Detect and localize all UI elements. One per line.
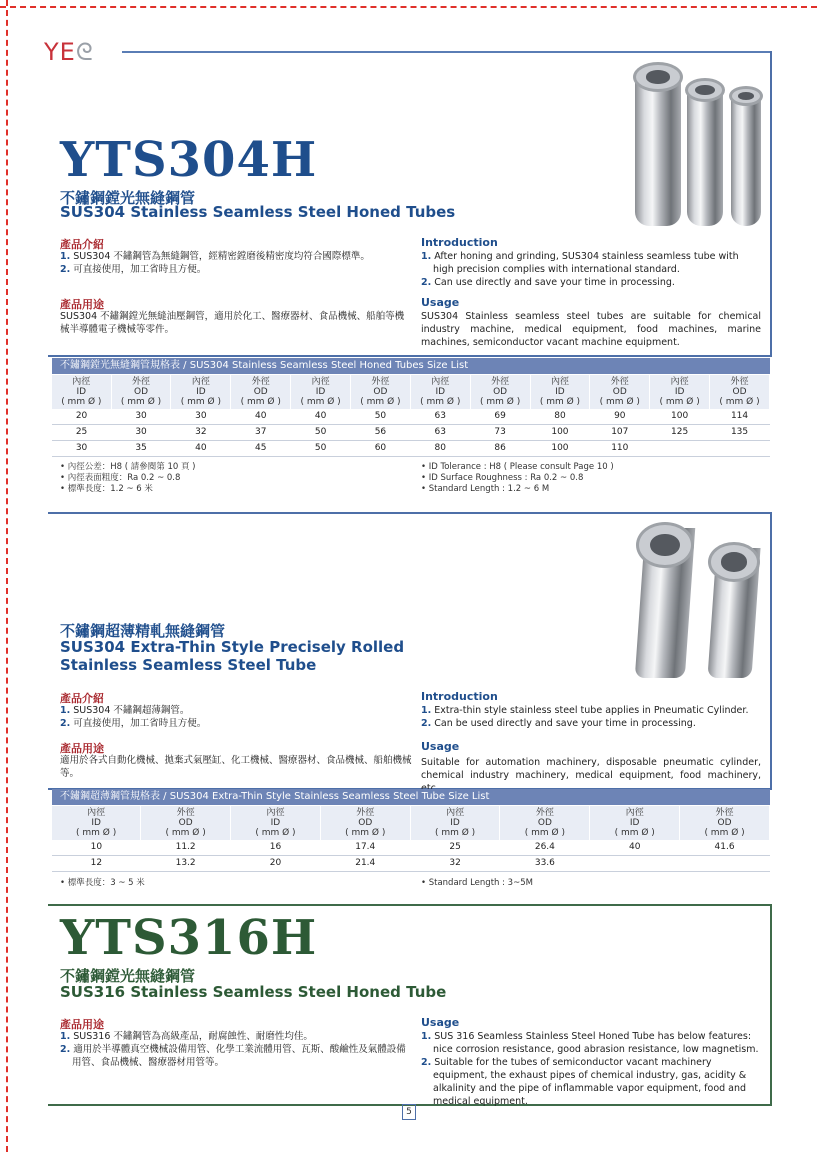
col-header-od: 外徑 OD ( mm Ø )	[590, 375, 650, 409]
p1-table-title: 不鏽鋼鏜光無縫鋼管規格表 / SUS304 Stainless Seamless Steel Honed Tubes Size List	[52, 358, 770, 374]
table-row	[52, 441, 770, 457]
table-cell: 30	[171, 409, 231, 425]
table-cell: 41.6	[680, 840, 770, 856]
col-header-id: 內徑 ID ( mm Ø )	[410, 806, 500, 840]
table-cell: 37	[231, 425, 291, 441]
p2-intro-zh: 1. SUS304 不鏽鋼超薄鋼管。 2. 可直接使用，加工省時且方便。	[60, 705, 207, 729]
p1-usage-zh-heading: 產品用途	[60, 298, 104, 311]
col-header-id: 內徑 ID ( mm Ø )	[410, 375, 470, 409]
p1-size-table	[52, 375, 770, 457]
col-header-od: 外徑 OD ( mm Ø )	[231, 375, 291, 409]
table-cell: 21.4	[320, 856, 410, 872]
product3-zh-title: 不鏽鋼鏜光無縫鋼管	[60, 967, 196, 985]
product1-title: YTS304H	[60, 132, 318, 188]
col-header-id: 內徑 ID ( mm Ø )	[231, 806, 321, 840]
table-cell	[590, 856, 680, 872]
table-cell: 30	[111, 425, 171, 441]
table-cell: 32	[171, 425, 231, 441]
col-header-id: 內徑 ID ( mm Ø )	[291, 375, 351, 409]
product2-zh-title: 不鏽鋼超薄精軋無縫鋼管	[60, 622, 226, 640]
table-cell: 40	[590, 840, 680, 856]
table-cell: 11.2	[141, 840, 231, 856]
product2-en-title-2: Stainless Seamless Steel Tube	[60, 656, 317, 674]
table-cell: 20	[52, 409, 111, 425]
col-header-id: 內徑 ID ( mm Ø )	[650, 375, 710, 409]
table-cell: 110	[590, 441, 650, 457]
table-cell: 114	[710, 409, 770, 425]
cut-line-left	[6, 0, 8, 1152]
table-cell: 63	[410, 409, 470, 425]
table-cell: 40	[171, 441, 231, 457]
p1-usage-zh: SUS304 不鏽鋼鏜光無縫油壓鋼管，適用於化工、醫療器材、食品機械、船舶等機械半導體電子機械等零件。	[60, 311, 405, 335]
table-cell: 50	[351, 409, 411, 425]
table-cell: 100	[530, 441, 590, 457]
col-header-od: 外徑 OD ( mm Ø )	[680, 806, 770, 840]
table-cell: 17.4	[320, 840, 410, 856]
table-cell: 107	[590, 425, 650, 441]
table-cell: 10	[52, 840, 141, 856]
col-header-od: 外徑 OD ( mm Ø )	[710, 375, 770, 409]
p1-usage-en-heading: Usage	[421, 296, 460, 309]
col-header-id: 內徑 ID ( mm Ø )	[52, 806, 141, 840]
table-cell: 56	[351, 425, 411, 441]
table-cell: 80	[530, 409, 590, 425]
table-cell: 45	[231, 441, 291, 457]
p1-intro-en: 1. After honing and grinding, SUS304 stainless seamless tube with high precision complies with international standard. 2. Can use directly and save your time in processing.	[421, 251, 739, 288]
p1-intro-zh-heading: 產品介紹	[60, 238, 104, 251]
col-header-od: 外徑 OD ( mm Ø )	[141, 806, 231, 840]
col-header-id: 內徑 ID ( mm Ø )	[530, 375, 590, 409]
table-cell: 100	[650, 409, 710, 425]
table-cell: 100	[530, 425, 590, 441]
p2-size-table	[52, 806, 770, 872]
table-row	[52, 840, 770, 856]
p1-notes-en: • ID Tolerance : H8 ( Please consult Page 10 ) • ID Surface Roughness : Ra 0.2 ~ 0.8 • Standard Length : 1.2 ~ 6 M	[421, 462, 614, 494]
p1-usage-en: SUS304 Stainless seamless steel tubes are suitable for chemical industry machine, medical equipment, food machines, marine machines, semiconductor vacant machine equipment.	[421, 311, 761, 348]
table-cell: 60	[351, 441, 411, 457]
product1-zh-title: 不鏽鋼鏜光無縫鋼管	[60, 189, 196, 207]
table-cell: 26.4	[500, 840, 590, 856]
table-cell: 40	[231, 409, 291, 425]
table-cell: 50	[291, 441, 351, 457]
col-header-id: 內徑 ID ( mm Ø )	[171, 375, 231, 409]
p1-intro-zh: 1. SUS304 不鏽鋼管為無縫鋼管，經精密鏜磨後精密度均符合國際標準。 2. 可直接使用，加工省時且方便。	[60, 251, 370, 275]
product1-en-title: SUS304 Stainless Seamless Steel Honed Tubes	[60, 203, 456, 221]
page-number: 5	[402, 1104, 416, 1120]
col-header-od: 外徑 OD ( mm Ø )	[500, 806, 590, 840]
table-cell: 63	[410, 425, 470, 441]
table-cell: 125	[650, 425, 710, 441]
p2-usage-en: Suitable for automation machinery, disposable pneumatic cylinder, chemical industry machinery, medical equipment, food machinery,	[421, 757, 761, 781]
p2-intro-en: 1. Extra-thin style stainless steel tube applies in Pneumatic Cylinder. 2. Can be used directly and save your time in processing.	[421, 705, 749, 729]
col-header-id: 內徑 ID ( mm Ø )	[52, 375, 111, 409]
table-cell	[650, 441, 710, 457]
table-cell: 30	[52, 441, 111, 457]
table-row	[52, 425, 770, 441]
p3-usage-zh-heading: 產品用途	[60, 1018, 104, 1031]
table-cell: 30	[111, 409, 171, 425]
p2-note-en: • Standard Length : 3~5M	[421, 878, 533, 888]
p2-intro-zh-heading: 產品介紹	[60, 692, 104, 705]
table-cell: 12	[52, 856, 141, 872]
p2-usage-zh-heading: 產品用途	[60, 742, 104, 755]
table-cell	[680, 856, 770, 872]
logo-swirl-icon: ᘓ	[75, 38, 94, 66]
table-cell: 33.6	[500, 856, 590, 872]
table-cell: 50	[291, 425, 351, 441]
table-row	[52, 409, 770, 425]
table-cell: 90	[590, 409, 650, 425]
col-header-id: 內徑 ID ( mm Ø )	[590, 806, 680, 840]
p2-usage-en-heading: Usage	[421, 740, 460, 753]
p3-usage-en-heading: Usage	[421, 1016, 460, 1029]
table-cell: 73	[470, 425, 530, 441]
table-cell: 16	[231, 840, 321, 856]
p2-note-zh: • 標準長度：3 ~ 5 米	[60, 878, 145, 888]
table-cell: 135	[710, 425, 770, 441]
table-cell	[710, 441, 770, 457]
table-cell: 25	[52, 425, 111, 441]
table-cell: 25	[410, 840, 500, 856]
table-cell: 40	[291, 409, 351, 425]
table-cell: 80	[410, 441, 470, 457]
p3-usage-en: 1. SUS 316 Seamless Stainless Steel Honed Tube has below features: nice corrosion resistance, good abrasion resistance, low magnetism. 2. Suitable for the tubes of semiconductor vacant machinery equipment, the exhaust pipes of chemical industry, gas, acidity & alkalinity and the pipe of inflammable vapor equipment, food and medical equipment.	[421, 1031, 759, 1107]
product3-title: YTS316H	[60, 910, 318, 966]
table-cell: 13.2	[141, 856, 231, 872]
p2-intro-en-heading: Introduction	[421, 690, 498, 703]
table-row	[52, 856, 770, 872]
table-cell: 35	[111, 441, 171, 457]
col-header-od: 外徑 OD ( mm Ø )	[351, 375, 411, 409]
col-header-od: 外徑 OD ( mm Ø )	[111, 375, 171, 409]
product2-en-title-1: SUS304 Extra-Thin Style Precisely Rolled	[60, 638, 405, 656]
p1-intro-en-heading: Introduction	[421, 236, 498, 249]
table-cell: 32	[410, 856, 500, 872]
table-cell: 86	[470, 441, 530, 457]
brand-logo: YEᘓ	[44, 38, 94, 66]
col-header-od: 外徑 OD ( mm Ø )	[470, 375, 530, 409]
cut-line-top	[0, 6, 817, 8]
table-cell: 20	[231, 856, 321, 872]
table-cell: 69	[470, 409, 530, 425]
p2-table-title: 不鏽鋼超薄鋼管規格表 / SUS304 Extra-Thin Style Stainless Seamless Steel Tube Size List	[52, 789, 770, 805]
col-header-od: 外徑 OD ( mm Ø )	[320, 806, 410, 840]
product3-en-title: SUS316 Stainless Seamless Steel Honed Tube	[60, 983, 447, 1001]
p2-usage-zh: 適用於各式自動化機械、拋棄式氣壓缸、化工機械、醫療器材、食品機械、船舶機械等。	[60, 755, 412, 779]
p1-notes-zh: • 內徑公差：H8 ( 請參閱第 10 頁 ) • 內徑表面粗度：Ra 0.2 ~ 0.8 • 標準長度：1.2 ~ 6 米	[60, 462, 196, 494]
p3-usage-zh: 1. SUS316 不鏽鋼管為高級產品，耐腐蝕性、耐磨性均佳。 2. 適用於半導體真空機械設備用管、化學工業流體用管、瓦斯、酸鹼性及氣體設備用管、食品機械、醫療器材用管等。	[60, 1031, 406, 1068]
